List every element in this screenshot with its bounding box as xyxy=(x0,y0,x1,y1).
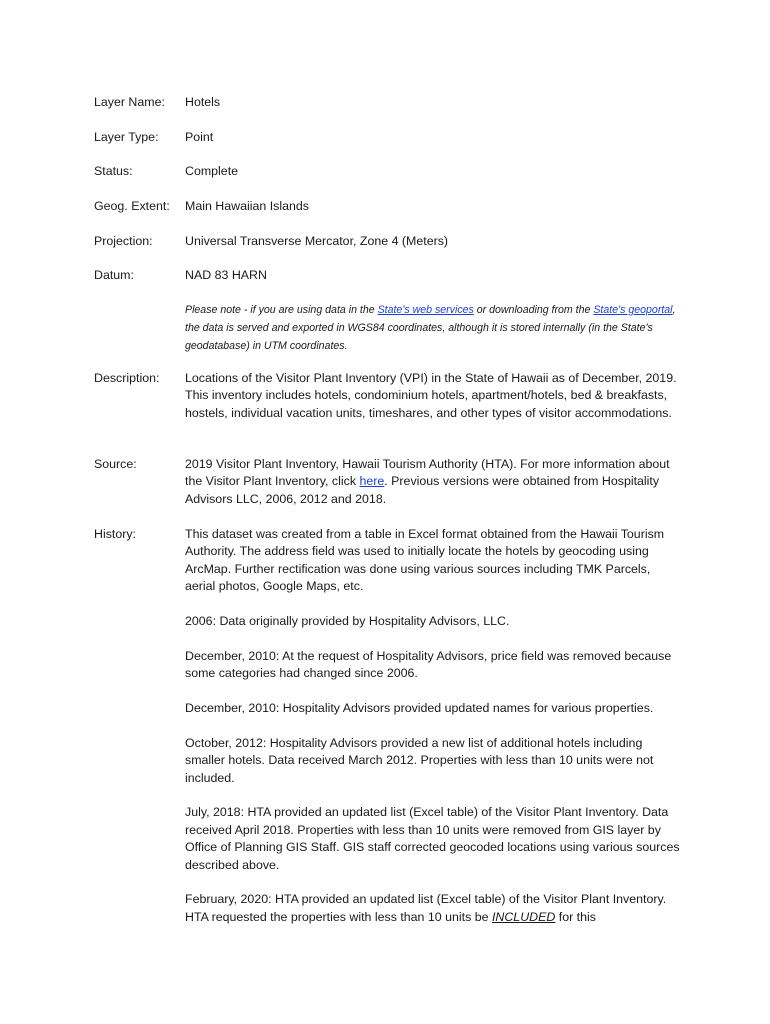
field-value: Hotels xyxy=(185,95,221,109)
note-part: , the data is served and exported in WGS84 coordinates, although it is stored internally (in the State's geodatabase) in UTM coordinates. xyxy=(185,304,676,352)
field-value: Main Hawaiian Islands xyxy=(185,199,309,213)
history-part: February, 2020: HTA provided an updated list (Excel table) of the Visitor Plant Inventory. HTA requested the properties with less than 10 units be xyxy=(185,892,667,924)
field-label: History: xyxy=(94,527,136,541)
history-paragraph: 2006: Data originally provided by Hospitality Advisors, LLC. xyxy=(185,614,510,629)
field-label: Description: xyxy=(94,371,160,385)
field-label: Layer Name: xyxy=(94,95,165,109)
history-text xyxy=(185,526,680,944)
field-label: Geog. Extent: xyxy=(94,199,170,213)
source-text xyxy=(185,456,680,508)
field-label: Datum: xyxy=(94,268,134,282)
history-paragraph: October, 2012: Hospitality Advisors provided a new list of additional hotels including smaller hotels. Data received March 2012. Properties with less than 10 units were not included. xyxy=(185,735,654,785)
field-label: Projection: xyxy=(94,234,153,248)
field-label: Status: xyxy=(94,164,133,178)
history-part: for this xyxy=(555,909,596,924)
history-paragraph: This dataset was created from a table in Excel format obtained from the Hawaii Tourism Authority. The address field was used to initially locate the hotels by geocoding using ArcMap. Further rectification was done using various sources including TMK Parcels, aerial photos, Google Maps, etc. xyxy=(185,527,665,594)
field-label: Layer Type: xyxy=(94,130,159,144)
source-part: 2019 Visitor Plant Inventory, Hawaii Tourism Authority (HTA). For more information about the Visitor Plant Inventory, click xyxy=(185,457,670,489)
note-text xyxy=(185,301,680,355)
geoportal-link[interactable]: State's geoportal xyxy=(593,304,673,316)
history-paragraph: December, 2010: Hospitality Advisors provided updated names for various properties. xyxy=(185,701,654,716)
field-value: Complete xyxy=(185,164,239,178)
field-value: Point xyxy=(185,130,214,144)
note-part: Please note - if you are using data in the xyxy=(185,304,378,316)
field-label: Source: xyxy=(94,457,137,471)
history-paragraph: July, 2018: HTA provided an updated list (Excel table) of the Visitor Plant Inventory. Data received April 2018. Properties with less than 10 units were removed from GIS layer by Office of Planning GIS Staff. GIS staff corrected geocoded locations using various sources described above. xyxy=(185,805,680,872)
description-text: Locations of the Visitor Plant Inventory (VPI) in the State of Hawaii as of December, 2019. This inventory includes hotels, condominium hotels, apartment/hotels, bed & breakfasts, hostels, individual vacation units, timeshares, and other types of visitor accommodations. xyxy=(185,371,677,420)
vpi-info-link[interactable]: here xyxy=(359,474,385,489)
source-part: . Previous versions were obtained from Hospitality Advisors LLC, 2006, 2012 and 2018. xyxy=(185,474,660,506)
history-paragraph: December, 2010: At the request of Hospitality Advisors, price field was removed because some categories had changed since 2006. xyxy=(185,648,672,681)
web-services-link[interactable]: State's web services xyxy=(377,304,474,316)
field-value: NAD 83 HARN xyxy=(185,268,267,282)
history-paragraph-last xyxy=(185,891,680,926)
included-emphasis: INCLUDED xyxy=(491,909,556,924)
note-part: or downloading from the xyxy=(473,304,594,316)
field-value: Universal Transverse Mercator, Zone 4 (Meters) xyxy=(185,234,449,248)
